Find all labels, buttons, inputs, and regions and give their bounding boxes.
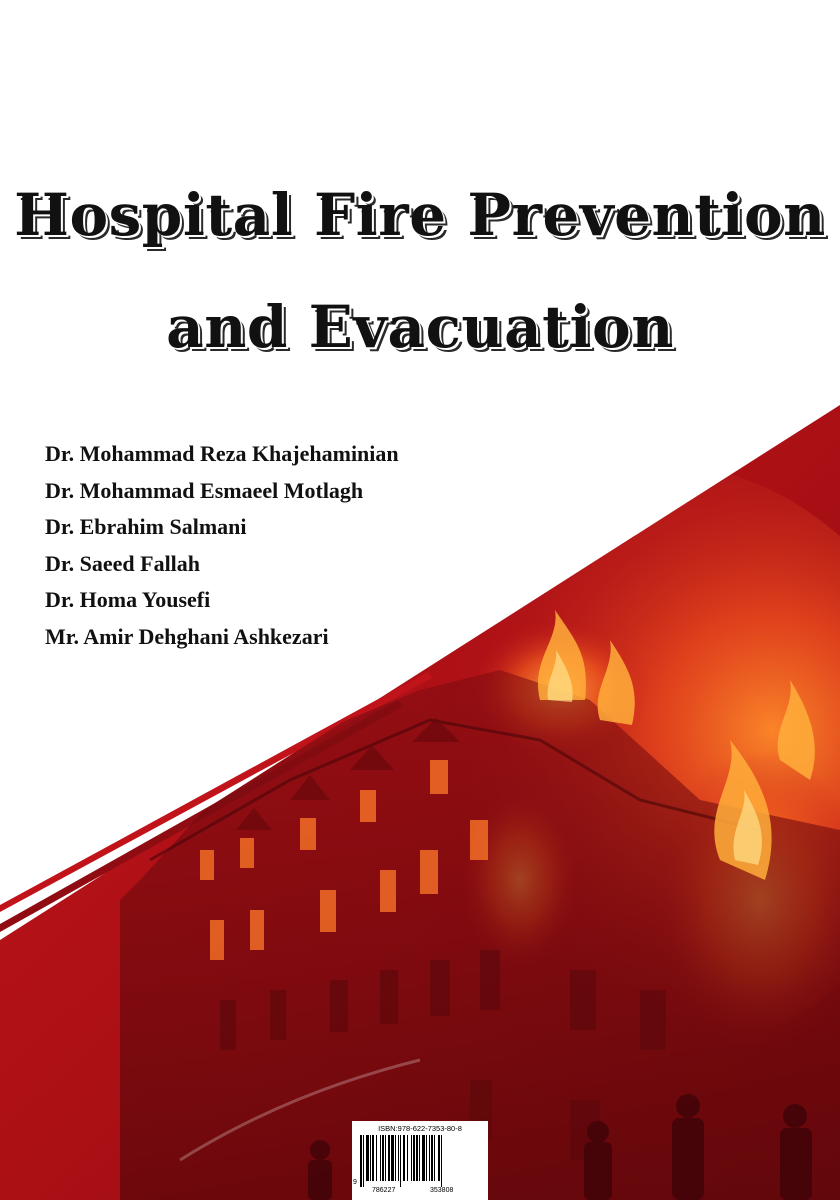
barcode-bar (422, 1135, 425, 1181)
barcode-bar (400, 1135, 401, 1187)
barcode-bar (363, 1135, 364, 1187)
barcode-bar (413, 1135, 415, 1181)
barcode-bar (419, 1135, 420, 1181)
barcode-bar (438, 1135, 440, 1181)
barcode-right-digits: 353808 (430, 1187, 454, 1194)
author-name: Mr. Amir Dehghani Ashkezari (45, 623, 329, 649)
author-name: Dr. Homa Yousefi (45, 587, 211, 612)
barcode-bar (370, 1135, 371, 1181)
book-title-line-2: and Evacuation (166, 293, 674, 361)
barcode-bars (360, 1135, 480, 1187)
barcode-bar (426, 1135, 427, 1181)
book-title-line-1: Hospital Fire Prevention (14, 181, 826, 249)
barcode-bar (382, 1135, 384, 1181)
barcode-bar (403, 1135, 405, 1181)
barcode-bar (434, 1135, 435, 1181)
isbn-barcode (352, 1121, 488, 1200)
author-name: Dr. Mohammad Reza Khajehaminian (45, 441, 399, 466)
barcode-bar (429, 1135, 430, 1181)
barcode-bar (380, 1135, 381, 1181)
barcode-bar (391, 1135, 394, 1181)
barcode-bar (360, 1135, 362, 1187)
barcode-left-digits: 786227 (372, 1187, 396, 1194)
barcode-bar (441, 1135, 442, 1187)
barcode-bar (366, 1135, 369, 1181)
barcode-first-digit: 9 (353, 1179, 357, 1186)
barcode-bar (398, 1135, 399, 1181)
isbn-label: ISBN:978-622-7353-80-8 (378, 1124, 462, 1133)
barcode-bar (416, 1135, 418, 1181)
barcode-bar (431, 1135, 433, 1181)
barcode-bar (376, 1135, 377, 1181)
author-name: Dr. Saeed Fallah (45, 550, 201, 576)
barcode-bar (385, 1135, 386, 1181)
barcode-bar (372, 1135, 374, 1181)
author-name: Dr. Ebrahim Salmani (45, 514, 247, 539)
barcode-bar (388, 1135, 390, 1181)
author-name: Dr. Mohammad Esmaeel Motlagh (45, 477, 364, 503)
barcode-bar (407, 1135, 408, 1181)
author-list (45, 443, 399, 662)
barcode-bar (411, 1135, 412, 1181)
barcode-bar (395, 1135, 396, 1181)
